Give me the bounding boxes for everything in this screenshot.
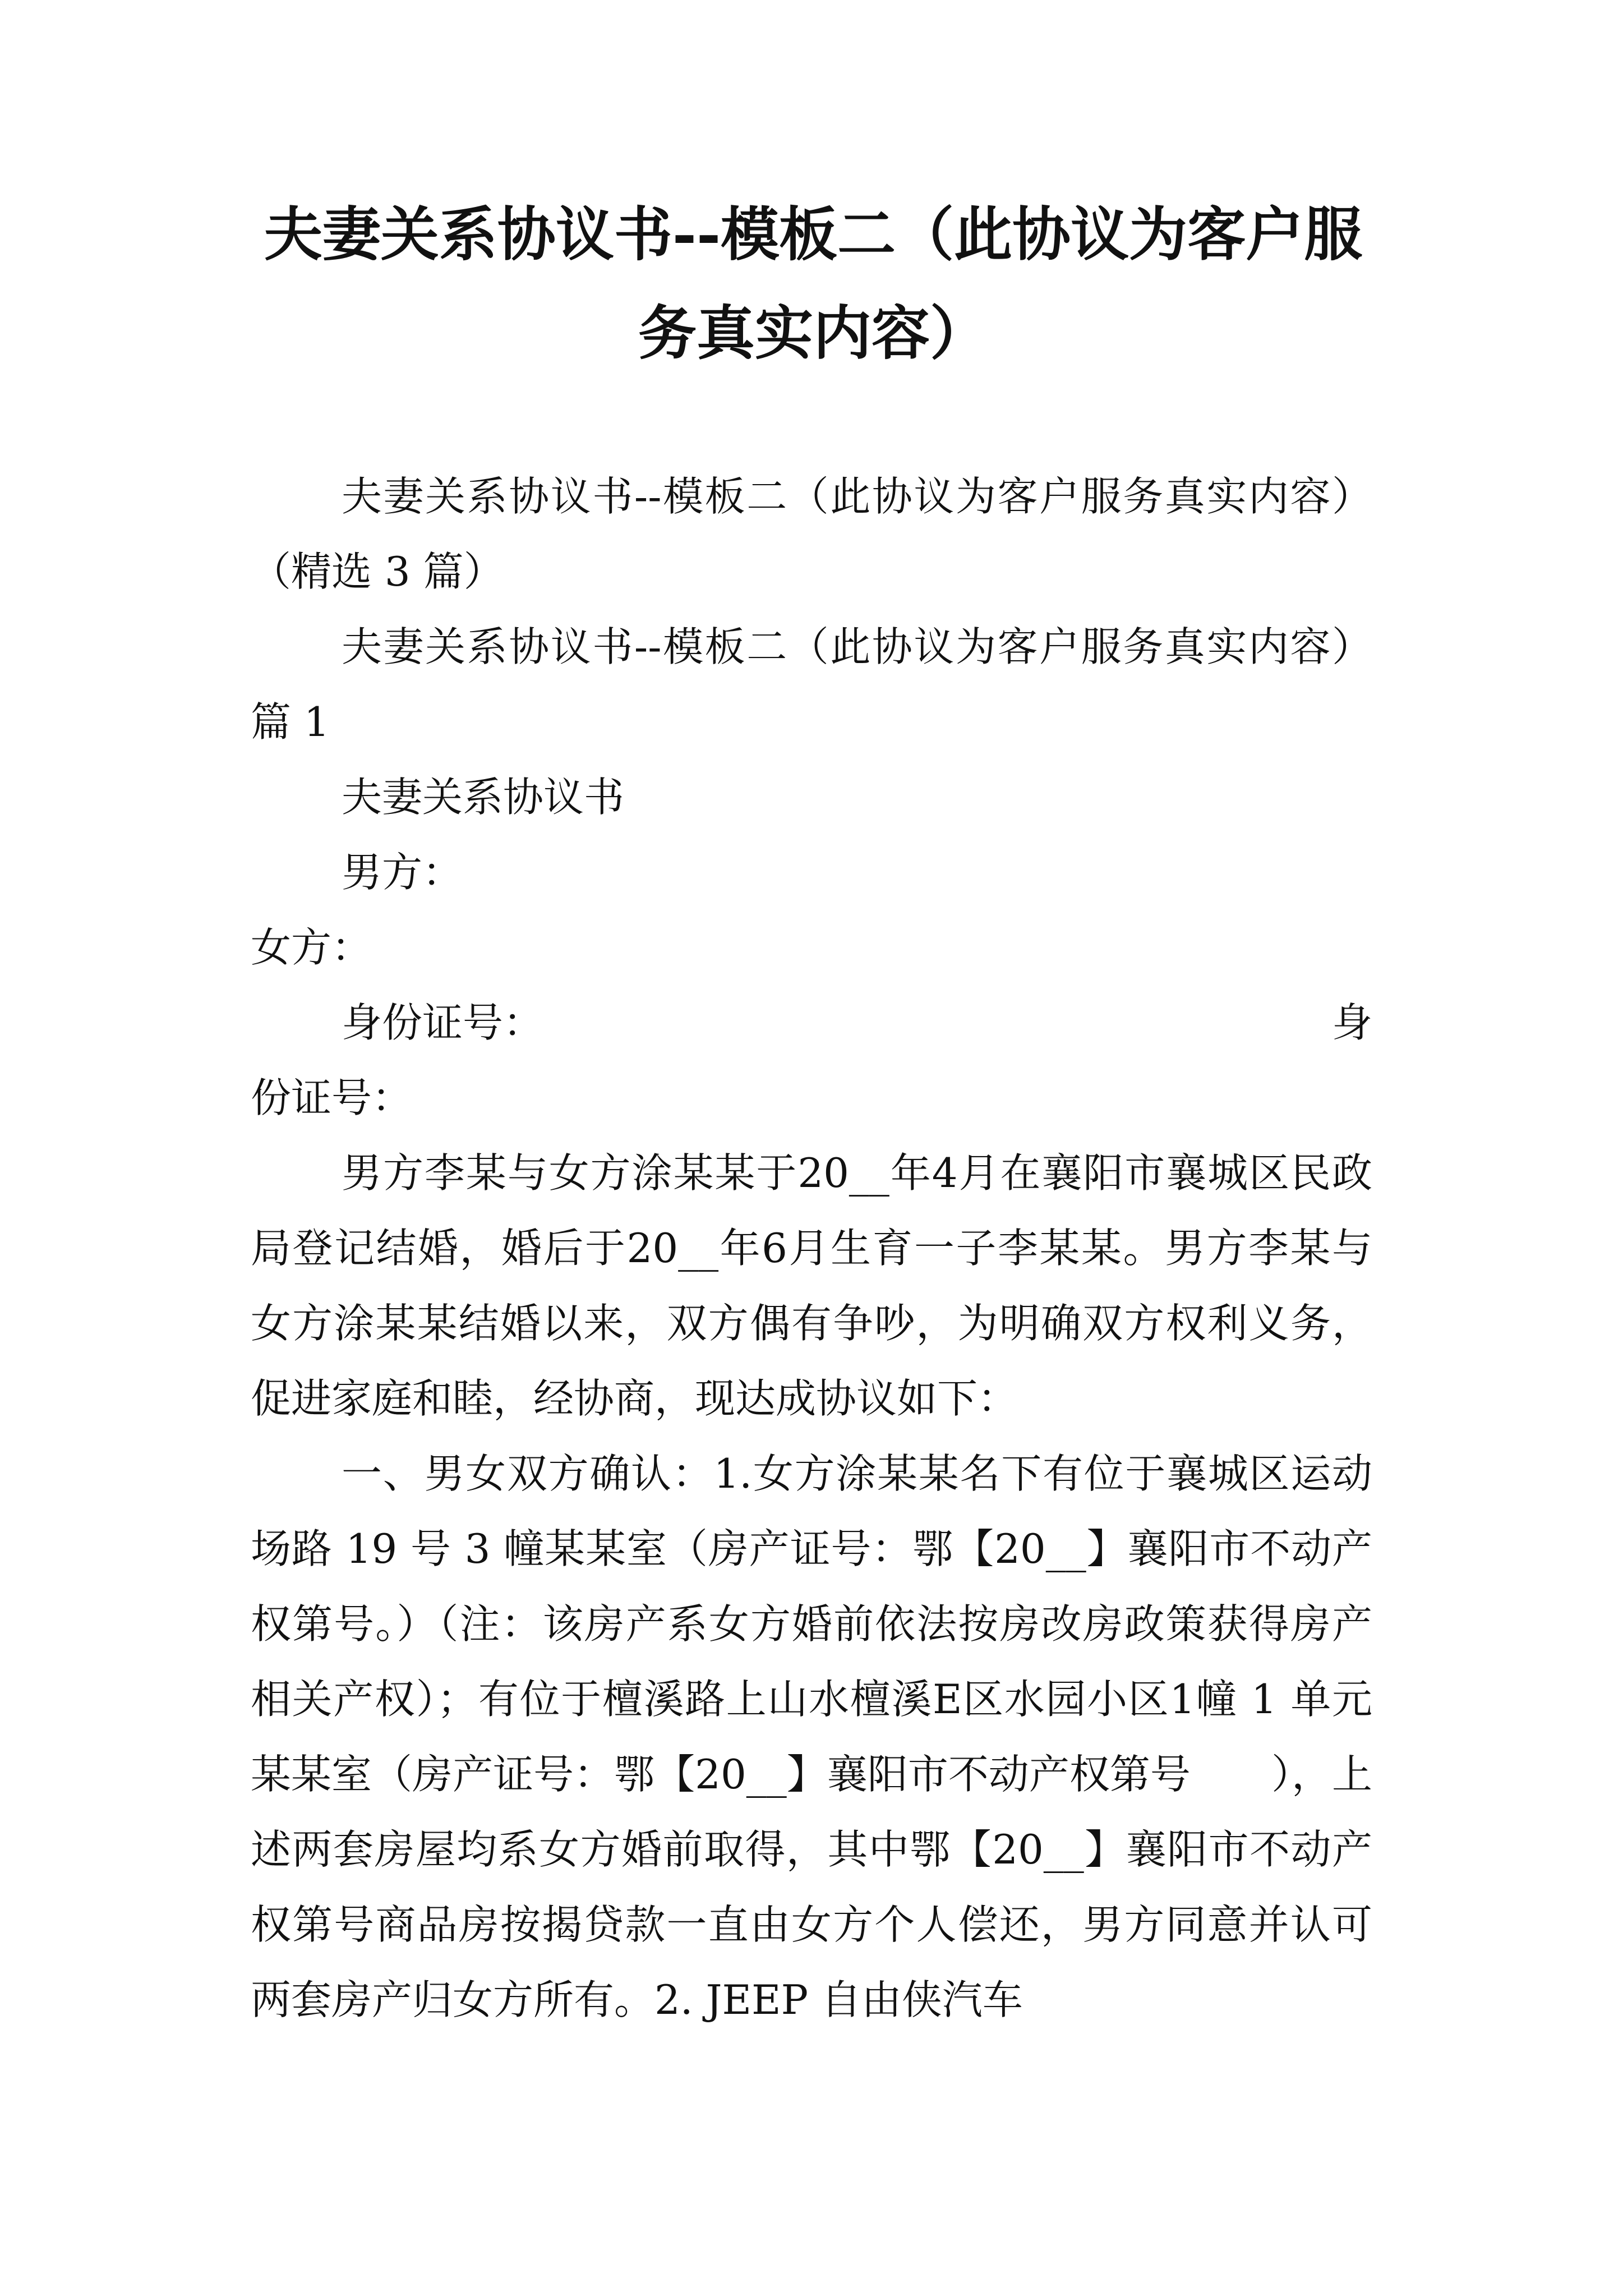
- paragraph-male-party: 男方：: [342, 849, 463, 896]
- id-number-label-wrap: 身: [1331, 999, 1372, 1046]
- id-number-label: 身份证号：: [342, 999, 544, 1046]
- paragraph-id-number-continued: 份证号：: [251, 1074, 413, 1121]
- paragraph-marriage-background: 男方李某与女方涂某某于20__年4月在襄阳市襄城区民政局登记结婚，婚后于20__年6月生育一子李某某。男方李某与女方涂某某结婚以来，双方偶有争吵，为明确双方权利义务，促进家庭和睦，经协商，现达成协议如下：: [251, 1149, 1372, 1422]
- document-title: 夫妻关系协议书--模板二（此协议为客户服务真实内容）: [264, 200, 1363, 367]
- paragraph-agreement-name: 夫妻关系协议书: [342, 774, 625, 821]
- document-body: [251, 459, 1372, 2037]
- paragraph-id-number-row: [251, 985, 1372, 1060]
- paragraph-female-party: 女方：: [251, 924, 372, 971]
- paragraph-clause-one: 一、男女双方确认：1.女方涂某某名下有位于襄城区运动场路 19 号 3 幢某某室（房产证号：鄂【20__】襄阳市不动产权第号。）（注：该房产系女方婚前依法按房改房政策获得房产相关产权）；有位于檀溪路上山水檀溪E区水园小区1幢 1 单元某某室（房产证号：鄂【20__】襄阳市不动产权第号 ），上述两套房屋均系女方婚前取得，其中鄂【20__】襄阳市不动产权第号商品房按揭贷款一直由女方个人偿还，男方同意并认可两套房产归女方所有。2. JEEP 自由侠汽车: [251, 1450, 1372, 2023]
- paragraph-subtitle: 夫妻关系协议书--模板二（此协议为客户服务真实内容）（精选 3 篇）: [251, 473, 1372, 595]
- paragraph-section-heading: 夫妻关系协议书--模板二（此协议为客户服务真实内容）篇 1: [251, 623, 1372, 746]
